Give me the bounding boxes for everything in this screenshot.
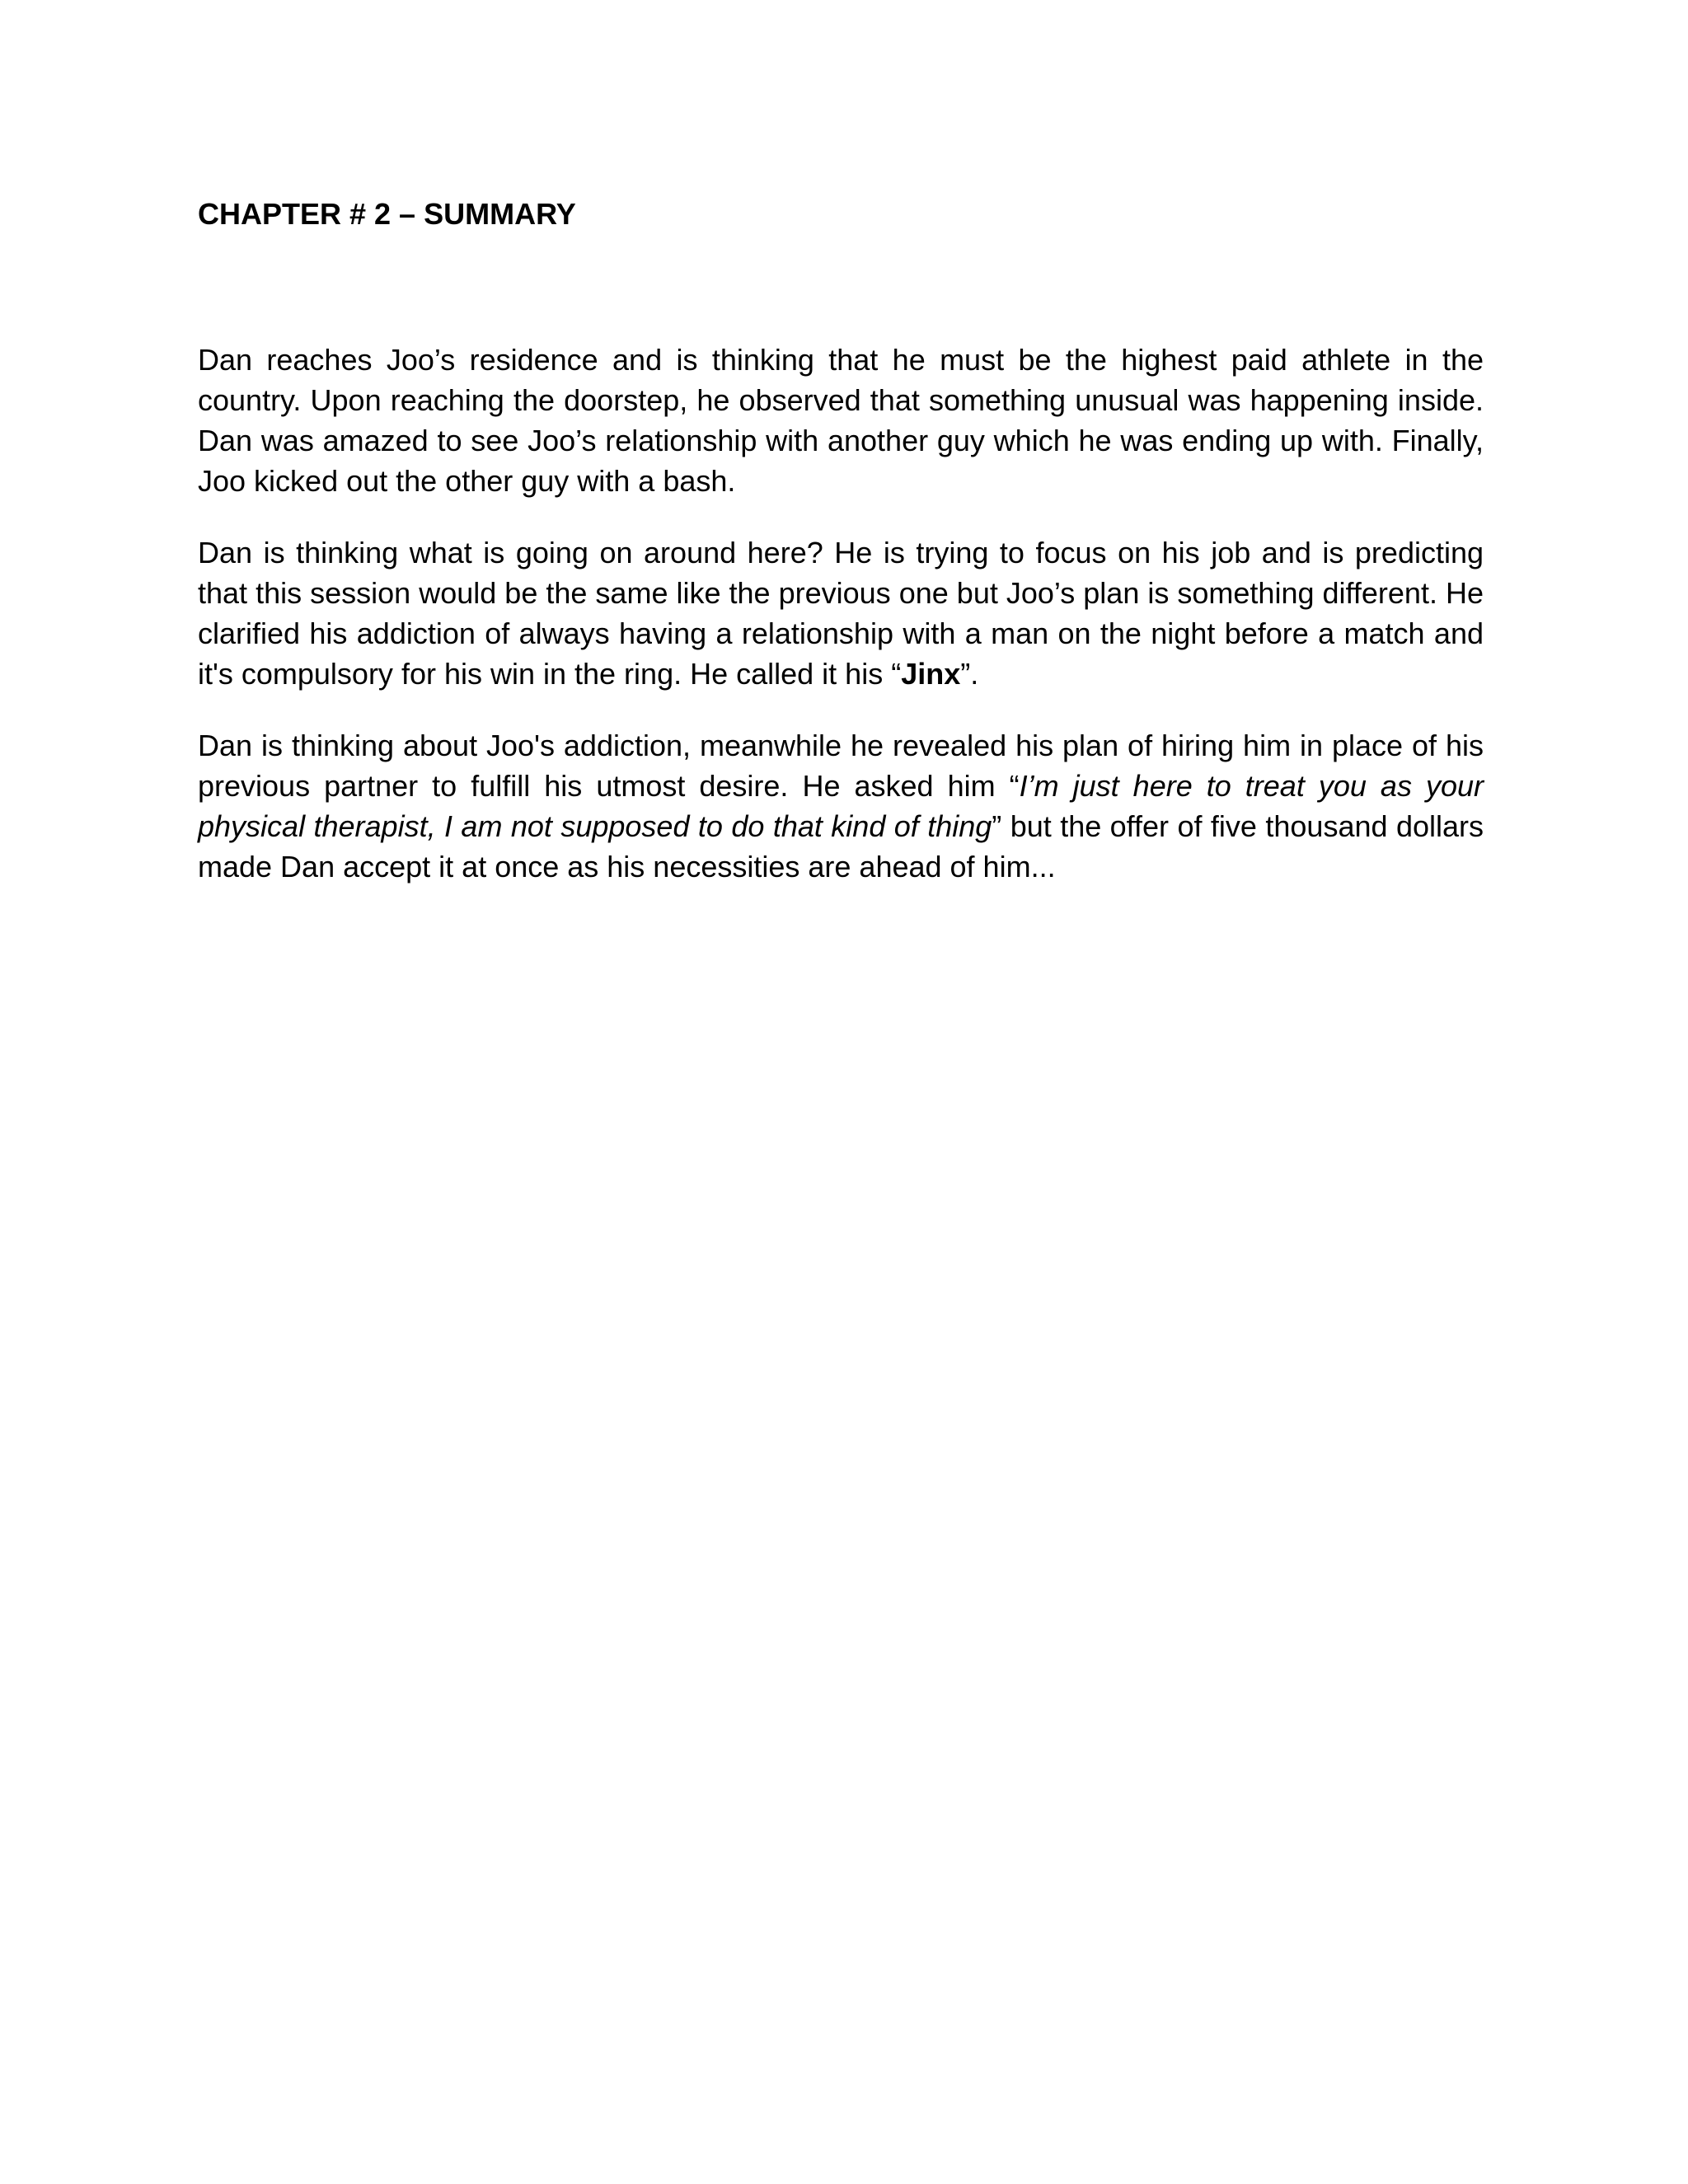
chapter-heading: CHAPTER # 2 – SUMMARY xyxy=(198,197,576,231)
paragraph-1-text: Dan reaches Joo’s residence and is thinking that he must be the highest paid athlete in the country. Upon reaching the doorstep, he observed that something unusual was happening inside. Dan was amazed to see Joo’s relationship with another guy which he was ending up with. Finally, Joo kicked out the other guy with a bash. xyxy=(198,343,1484,498)
summary-body xyxy=(198,340,1484,918)
paragraph-3-text-before: Dan is thinking about Joo's addiction, meanwhile he revealed his plan of hiring him in place of his previous partner to fulfill his utmost desire. He asked him “ xyxy=(198,729,1484,803)
paragraph-1 xyxy=(198,340,1484,501)
therapist-quote: I’m just here to treat you as your physical therapist, I am not supposed to do that kind of thing xyxy=(198,769,1484,843)
paragraph-2 xyxy=(198,532,1484,694)
jinx-bold-term: Jinx xyxy=(901,657,961,691)
paragraph-2-text-before: Dan is thinking what is going on around here? He is trying to focus on his job and is predicting that this session would be the same like the previous one but Joo’s plan is something different. He clarified his addiction of always having a relationship with a man on the night before a match and it's compulsory for his win in the ring. He called it his “ xyxy=(198,536,1484,691)
paragraph-3 xyxy=(198,725,1484,887)
paragraph-3-text-after: ” but the offer of five thousand dollars made Dan accept it at once as his necessities are ahead of him... xyxy=(198,809,1484,883)
paragraph-2-text-after: ”. xyxy=(960,657,979,691)
